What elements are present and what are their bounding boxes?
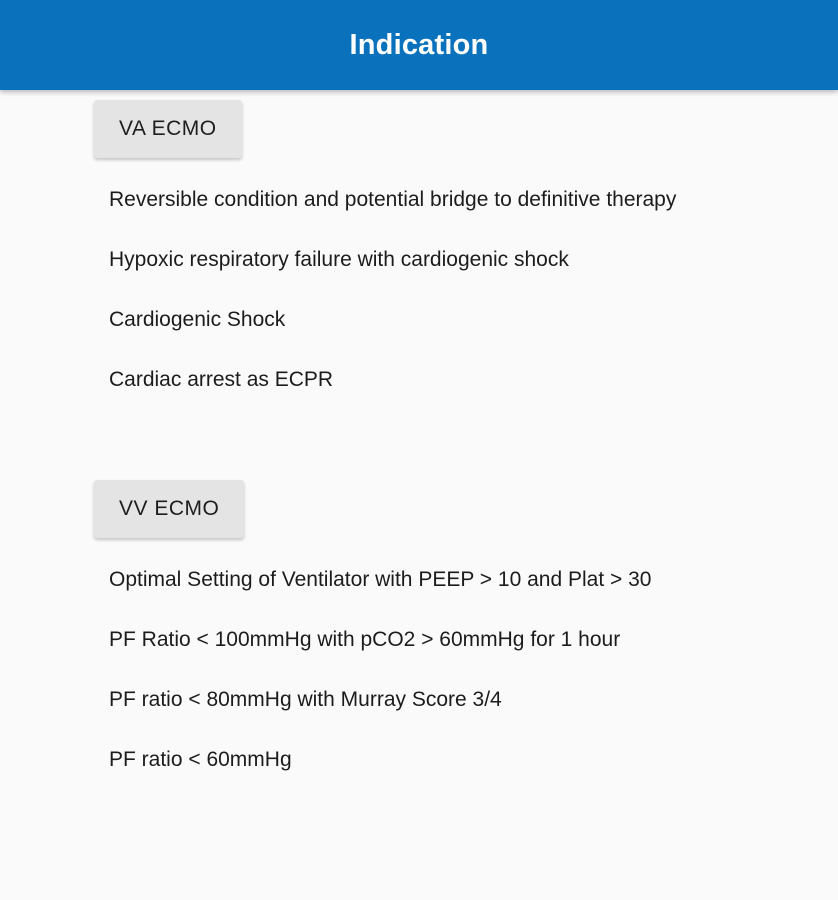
list-item: Cardiac arrest as ECPR [109,368,334,391]
list-item: PF ratio < 60mmHg [109,748,292,771]
list-item: Hypoxic respiratory failure with cardiogenic shock [109,248,569,271]
page-title: Indication [349,28,489,61]
list-item: PF ratio < 80mmHg with Murray Score 3/4 [109,688,502,711]
vv-ecmo-button[interactable]: VV ECMO [94,480,244,538]
va-ecmo-button[interactable]: VA ECMO [94,100,242,158]
list-item: Cardiogenic Shock [109,308,286,331]
va-ecmo-indication-list [109,180,676,420]
vv-ecmo-indication-list [109,560,651,800]
list-item: Optimal Setting of Ventilator with PEEP > 10 and Plat > 30 [109,568,652,591]
list-item: Reversible condition and potential bridge to definitive therapy [109,188,677,211]
app-bar [0,0,838,90]
list-item: PF Ratio < 100mmHg with pCO2 > 60mmHg for 1 hour [109,628,621,651]
